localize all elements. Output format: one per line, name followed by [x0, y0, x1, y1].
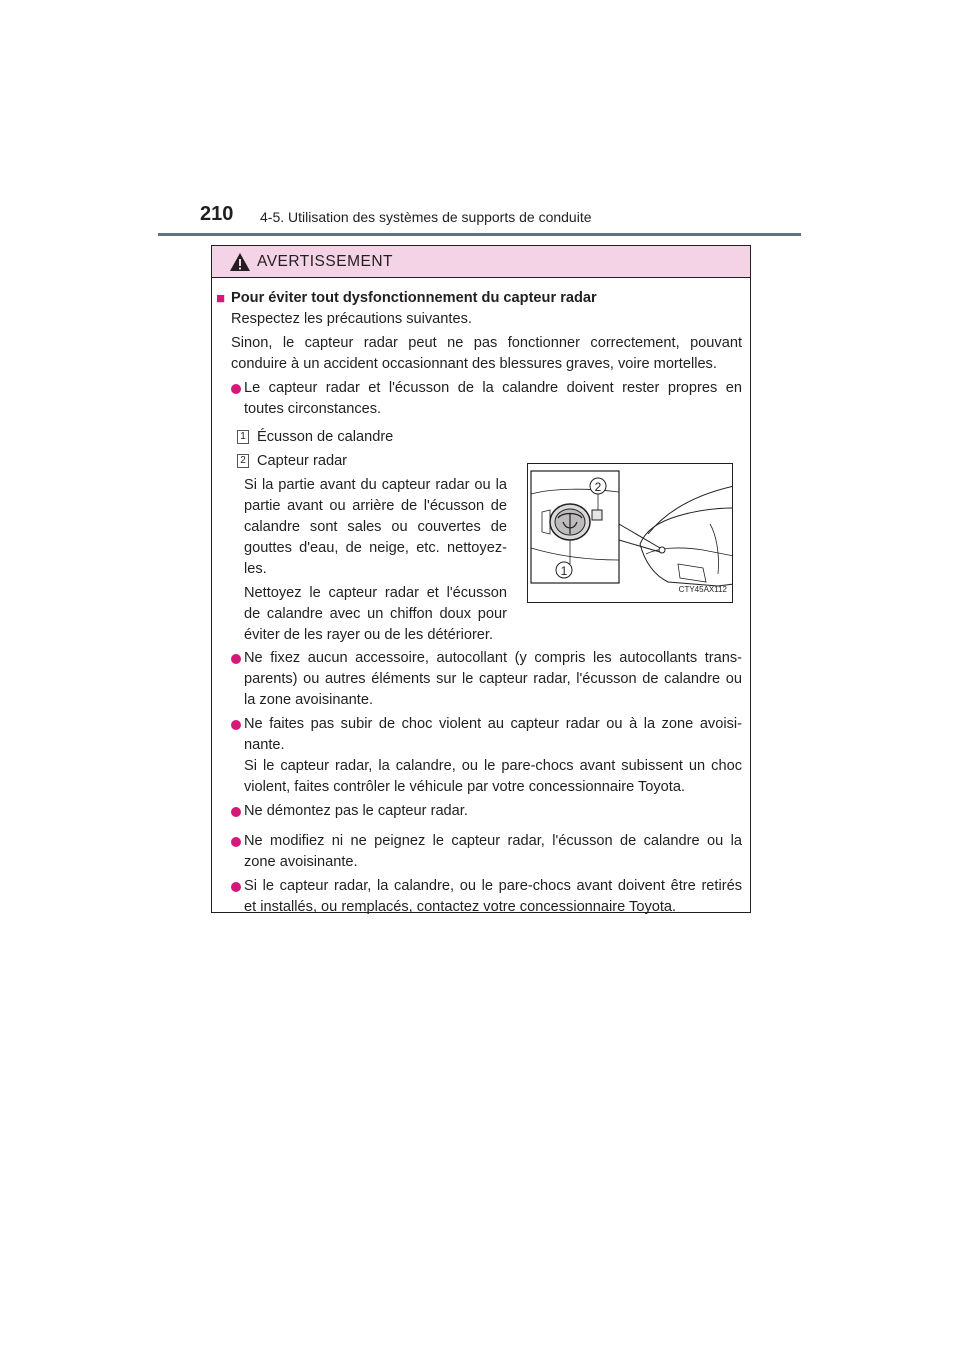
radar-sensor-figure — [527, 463, 733, 603]
bullet-text: toutes circonstances. — [244, 401, 382, 417]
bullet-text: et installés, ou remplacés, contactez votre concessionnaire Toyota. — [244, 899, 677, 915]
bullet-text: Ne démontez pas le capteur radar. — [244, 803, 468, 819]
bullet-dot — [231, 882, 241, 892]
section-title: 4-5. Utilisation des systèmes de supports de conduite — [260, 209, 592, 225]
warning-box — [211, 245, 751, 913]
legend-label: Capteur radar — [257, 453, 348, 469]
heading-marker: ■ — [216, 290, 226, 307]
warning-triangle-icon — [229, 252, 251, 272]
bullet-text: parents) ou autres éléments sur le capteur radar, l'écusson de calandre ou — [244, 671, 742, 687]
intro-text-line: conduire à un accident occasionnant des blessures graves, voire mortelles. — [231, 356, 717, 372]
bullet-dot — [231, 384, 241, 394]
intro-text-line: Sinon, le capteur radar peut ne pas fonctionner correctement, pouvant — [231, 335, 742, 351]
warning-content — [212, 278, 750, 915]
intro-text: Respectez les précautions suivantes. — [231, 311, 472, 327]
bullet-text: Le capteur radar et l'écusson de la calandre doivent rester propres en — [244, 380, 742, 396]
bullet-text: Ne fixez aucun accessoire, autocollant (y compris les autocollants trans- — [244, 650, 742, 666]
paragraph-line: Si la partie avant du capteur radar ou la — [244, 477, 507, 493]
bullet-dot — [231, 654, 241, 664]
warning-title: AVERTISSEMENT — [257, 252, 393, 270]
bullet-text: la zone avoisinante. — [244, 692, 373, 708]
paragraph-line: de calandre avec un chiffon doux pour — [244, 606, 507, 622]
legend-label: Écusson de calandre — [257, 429, 394, 445]
bullet-dot — [231, 807, 241, 817]
header-rule — [158, 233, 801, 236]
paragraph-line: calandre sont sales ou couvertes de — [244, 519, 507, 535]
bullet-text: Ne faites pas subir de choc violent au capteur radar ou à la zone avoisi- — [244, 716, 742, 732]
bullet-text: Ne modifiez ni ne peignez le capteur radar, l'écusson de calandre ou la — [244, 833, 742, 849]
bullet-text: zone avoisinante. — [244, 854, 358, 870]
warning-header — [212, 246, 750, 278]
paragraph-line: les. — [244, 561, 267, 577]
paragraph-line: partie avant ou arrière de l'écusson de — [244, 498, 507, 514]
figure-callout-label: 1 — [560, 564, 568, 578]
legend-number: 1 — [237, 430, 249, 444]
bullet-dot — [231, 837, 241, 847]
bullet-text: Si le capteur radar, la calandre, ou le pare-chocs avant subissent un choc — [244, 758, 742, 774]
paragraph-line: Nettoyez le capteur radar et l'écusson — [244, 585, 507, 601]
paragraph-line: gouttes d'eau, de neige, etc. nettoyez- — [244, 540, 507, 556]
bullet-text: Si le capteur radar, la calandre, ou le pare-chocs avant doivent être retirés — [244, 878, 742, 894]
bullet-text: violent, faites contrôler le véhicule par votre concessionnaire Toyota. — [244, 779, 686, 795]
legend-number: 2 — [237, 454, 249, 468]
section-heading: Pour éviter tout dysfonctionnement du capteur radar — [231, 290, 597, 306]
bullet-text: nante. — [244, 737, 285, 753]
figure-code: CTY45AX112 — [678, 585, 727, 594]
bullet-dot — [231, 720, 241, 730]
paragraph-line: éviter de les rayer ou de les détériorer. — [244, 627, 494, 643]
page-number: 210 — [200, 203, 234, 225]
figure-callout-label: 2 — [594, 480, 602, 494]
